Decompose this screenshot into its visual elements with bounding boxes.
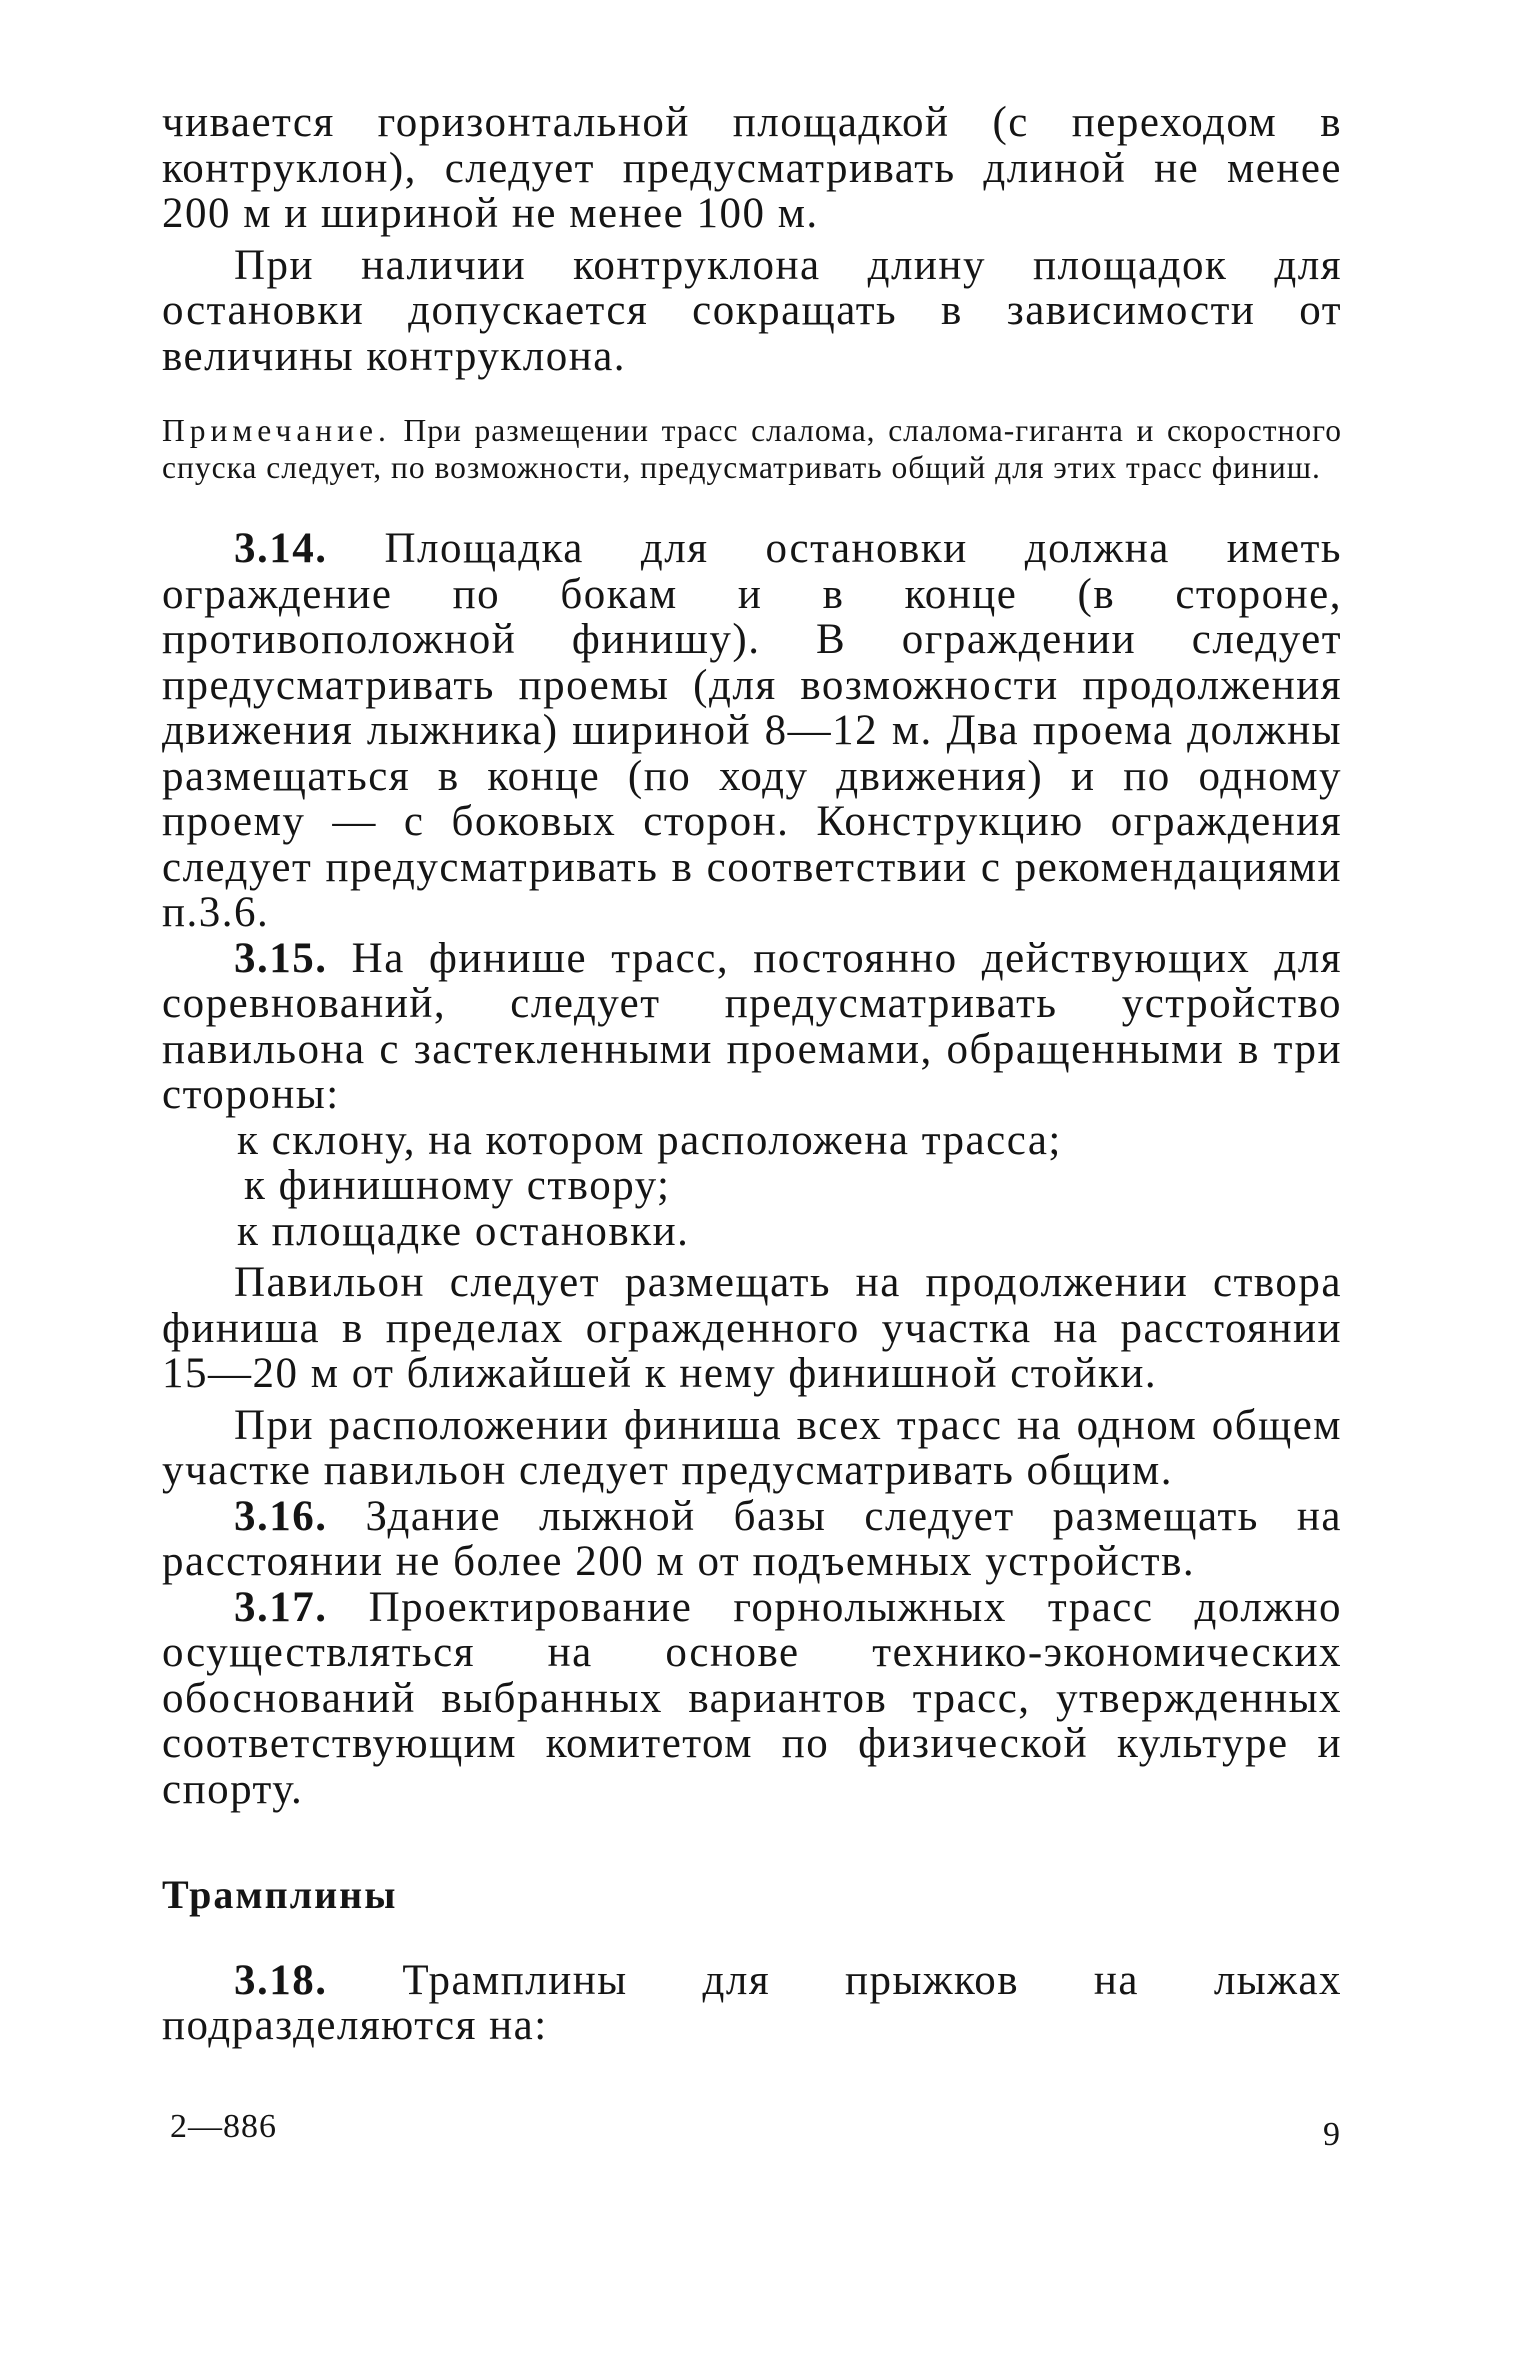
section-text: На финише трасс, постоянно действующих для соревнований, следует предусматривать устройство павильона с застекленными проемами, обращенными в три стороны: <box>162 934 1342 1118</box>
paragraph-pavilion-common: При расположении финиша всех трасс на одном общем участке павильон следует предусматривать общим. <box>162 1401 1342 1494</box>
section-text: Здание лыжной базы следует размещать на расстоянии не более 200 м от подъемных устройств. <box>162 1492 1343 1585</box>
section-3-15 <box>162 936 1342 1118</box>
section-number: 3.18. <box>234 1956 328 2004</box>
list-item: к площадке остановки. <box>237 1207 690 1255</box>
section-3-14 <box>162 526 1342 936</box>
page-footer <box>170 2108 1340 2156</box>
section-text: Трамплины для прыжков на лыжах подразделяются на: <box>162 1956 1342 2049</box>
paragraph-continuation: чивается горизонтальной площадкой (с переходом в контруклон), следует предусматривать длиной не менее 200 м и шириной не менее 100 м. <box>162 99 1342 237</box>
section-number: 3.15. <box>234 934 328 982</box>
note-label: Примечание. <box>162 413 391 448</box>
section-text: Площадка для остановки должна иметь ограждение по бокам и в конце (в стороне, противоположной финишу). В ограждении следует предусматривать проемы (для возможности продолжения движения лыжника) шириной 8—12 м. Два проема должны размещаться в конце (по ходу движения) и по одному проему — с боковых сторон. Конструкцию ограждения следует предусматривать в соответствии с рекомендациями п.3.6. <box>162 525 1342 936</box>
section-3-18 <box>162 1958 1342 2049</box>
section-3-16 <box>162 1494 1342 1585</box>
section-text: Проектирование горнолыжных трасс должно осуществляться на основе технико-экономических обоснований выбранных вариантов трасс, утвержденных соответствующим комитетом по физической культуре и спорту. <box>162 1583 1342 1813</box>
page-number: 9 <box>1323 2116 1340 2153</box>
paragraph-pavilion-placement: Павильон следует размещать на продолжении створа финиша в пределах огражденного участка на расстоянии 15—20 м от ближайшей к нему финишной стойки. <box>162 1259 1342 1397</box>
paragraph-counterslope: При наличии контруклона длину площадок для остановки допускается сокращать в зависимости от величины контруклона. <box>162 241 1342 380</box>
section-heading: Трамплины <box>162 1872 398 1917</box>
note-text: При размещении трасс слалома, слалома-гиганта и скоростного спуска следует, по возможности, предусматривать общий для этих трасс финиш. <box>162 413 1343 485</box>
section-number: 3.16. <box>234 1492 328 1540</box>
section-number: 3.14. <box>234 525 328 572</box>
printer-signature: 2—886 <box>170 2108 277 2145</box>
section-3-17 <box>162 1585 1342 1813</box>
list-item: к финишному створу; <box>244 1162 671 1209</box>
page-body <box>162 100 1342 2049</box>
list-item: к склону, на котором расположена трасса; <box>237 1116 1062 1164</box>
note <box>162 413 1342 486</box>
section-number: 3.17. <box>234 1583 328 1631</box>
